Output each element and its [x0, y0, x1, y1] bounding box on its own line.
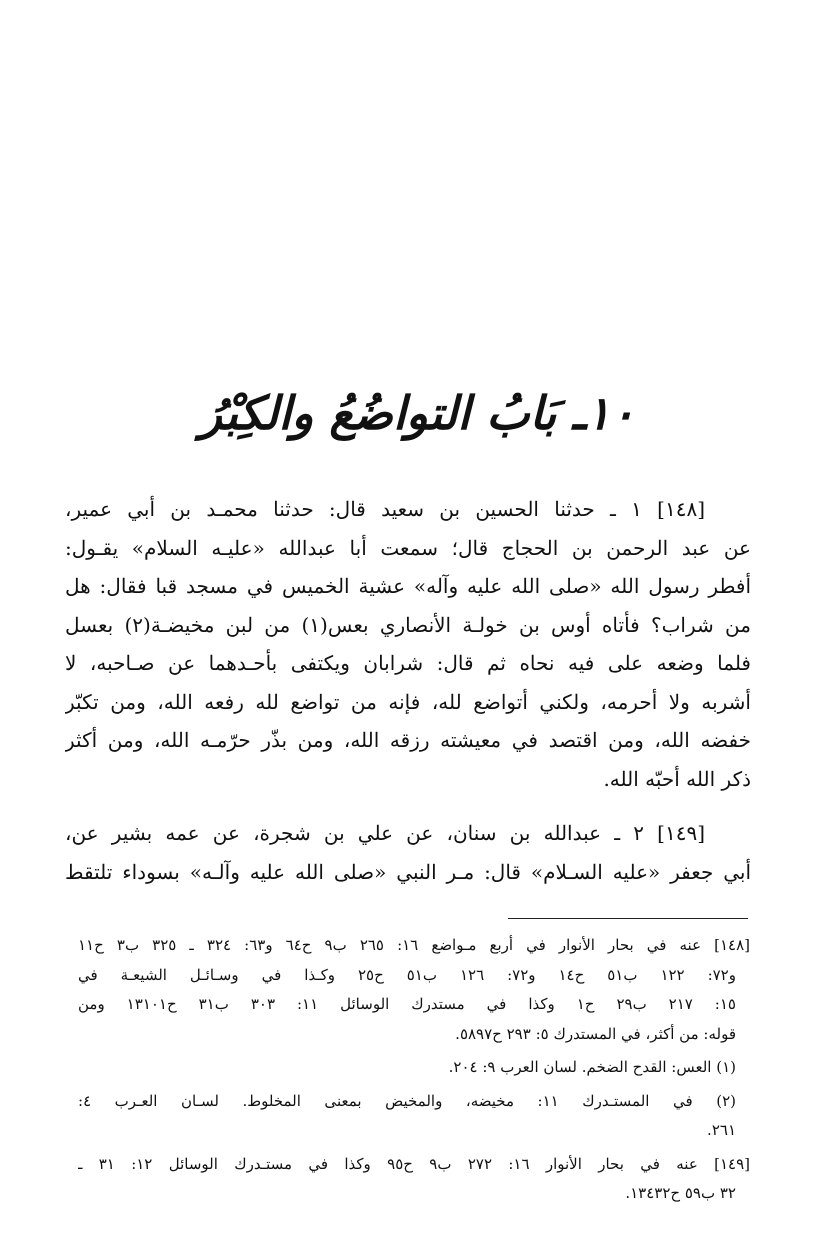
text-line: أفطر رسول الله «صلى الله عليه وآله» عشية الخميس في مسجد قبا فقال: هل [65, 574, 751, 598]
text-line: [١٤٨] ١ ـ حدثنا الحسين بن سعيد قال: حدثنا محمـد بن أبي عمير، [65, 497, 705, 521]
footnote-148 [78, 931, 750, 1049]
paragraph-149 [65, 814, 751, 891]
text-line: فلما وضعه على فيه نحاه ثم قال: شرابان ويكتفى بأحـدهما عن صـاحبه، لا [65, 651, 751, 675]
footnote-line: ٢٦١. [707, 1121, 736, 1139]
text-line: ذكر الله أحبّه الله. [603, 766, 751, 791]
footnote-line: و٧٢: ١٢٢ ب٥١ ح١٤ و٧٢: ١٢٦ ب٥١ ح٢٥ وكـذا في وسـائـل الشيعـة في [78, 965, 736, 984]
footnote-149 [78, 1150, 750, 1209]
footnote-line: (١) العس: القدح الضخم. لسان العرب ٩: ٢٠٤. [448, 1058, 736, 1076]
text-line: [١٤٩] ٢ ـ عبدالله بن سنان، عن علي بن شجرة، عن عمه بشير عن، [65, 821, 705, 845]
text-line: خفضه الله، ومن اقتصد في معيشته رزقه الله، ومن بذّر حرّمـه الله، ومن أكثر [65, 728, 751, 752]
chapter-title: ١٠ـ بَابُ التواضُعُ والكِبْرُ [199, 386, 636, 440]
footnote-line: (٢) في المستـدرك ١١: مخيضه، والمخيض بمعنى المخلوط. لسـان العـرب ٤: [78, 1091, 736, 1110]
footnote-line: [١٤٨] عنه في بحار الأنوار في أربع مـواضع ١٦: ٢٦٥ ب٩ ح٦٤ و٦٣: ٣٢٤ ـ ٣٢٥ ب٣ ح١١ [78, 936, 750, 954]
footnote-2 [78, 1087, 750, 1146]
footnotes [78, 931, 750, 1209]
footnote-line: قوله: من أكثر، في المستدرك ٥: ٢٩٣ ح٥٨٩٧. [455, 1024, 736, 1043]
footnote-line: ١٥: ٢١٧ ب٢٩ ح١ وكذا في مستدرك الوسائل ١١: ٣٠٣ ب٣١ ح١٣١٠١ ومن [78, 995, 736, 1013]
paragraph-148 [65, 490, 751, 798]
text-line: أبي جعفر «عليه السـلام» قال: مـر النبي «صلى الله عليه وآلـه» بسوداء تلتقط [65, 859, 751, 884]
text-line: من شراب؟ فأتاه أوس بن خولـة الأنصاري بعس(١) من لبن مخيضـة(٢) بعسل [65, 612, 751, 637]
main-text [65, 490, 751, 891]
text-line: أشربه ولا أحرمه، ولكني أتواضع لله، فإنه من تواضع لله رفعه الله، ومن تكبّر [65, 689, 751, 714]
footnote-line: ٣٢ ب٥٩ ح١٣٤٣٢. [625, 1184, 736, 1202]
text-line: عن عبد الرحمن بن الحجاج قال؛ سمعت أبا عبدالله «عليـه السلام» يقـول: [65, 535, 751, 560]
footnote-1 [78, 1053, 750, 1083]
footnote-divider [508, 918, 748, 919]
footnote-line: [١٤٩] عنه في بحار الأنوار ١٦: ٢٧٢ ب٩ ح٩٥ وكذا في مستـدرك الوسائل ١٢: ٣١ ـ [78, 1154, 750, 1173]
